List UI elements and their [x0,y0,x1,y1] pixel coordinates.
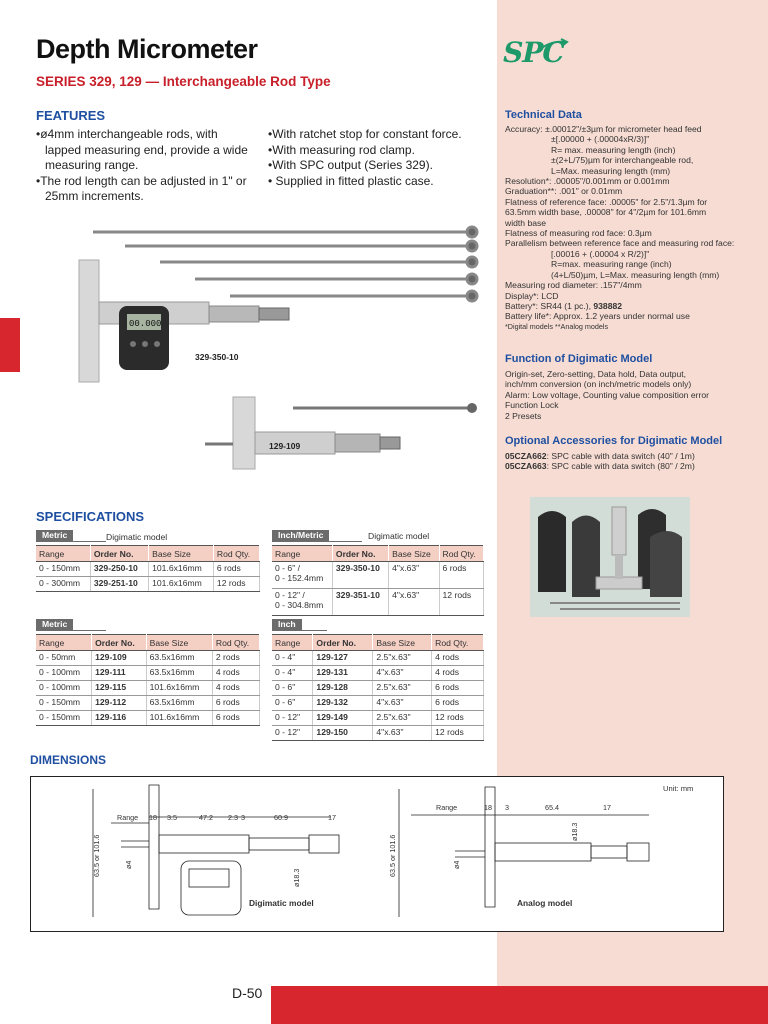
cell-base-size: 101.6x16mm [146,711,212,726]
cell-range: 0 - 6" [272,681,313,696]
cell-order-no: 129-132 [313,696,373,711]
tech-line: [.00016 + (.00004 x R/2)]" [551,248,650,259]
cell-rod-qty: 4 rods [432,666,484,681]
cell-range: 0 - 4" [272,651,313,666]
page-title: Depth Micrometer [36,34,258,64]
dim-value: 60.9 [274,813,288,822]
table-row [272,696,484,711]
cell-rod-qty: 12 rods [432,711,484,726]
col-range: Range [272,546,332,562]
dim-rod-dia: ø4 [452,860,461,869]
cell-base-size: 101.6x16mm [149,577,214,592]
dim-value: 17 [328,813,336,822]
cell-base-size: 4"x.63" [373,696,432,711]
cell-order-no: 129-150 [313,726,373,741]
cell-range: 0 - 12" [272,726,313,741]
col-range: Range [272,635,313,651]
cell-rod-qty: 6 rods [212,711,259,726]
accessories-heading: Optional Accessories for Digimatic Model [505,435,723,447]
table-row [36,681,260,696]
tech-line: Parallelism between reference face and measuring rod face: [505,238,735,249]
tech-line: R= max. measuring length (inch) [551,144,676,155]
battery-label: Battery*: SR44 (1 pc.), [505,300,594,311]
technical-data-block [505,124,761,332]
dim-value: 3 [505,803,509,812]
col-range: Range [36,635,92,651]
dimension-drawings [31,777,721,929]
cell-order-no: 129-115 [92,681,147,696]
table-row [36,696,260,711]
dim-rod-dia: ø4 [124,860,133,869]
tech-battery-life: Battery life*: Approx. 1.2 years under normal use [505,311,690,322]
table-row [272,562,484,589]
table-header-row [272,546,484,562]
table-row [272,666,484,681]
cell-rod-qty: 12 rods [213,577,259,592]
cell-order-no: 129-127 [313,651,373,666]
cell-rod-qty: 6 rods [213,562,259,577]
accessory-code: 05CZA662 [505,451,547,461]
table-note: Digimatic model [106,532,168,542]
digimatic-photo-label: 329-350-10 [195,352,239,362]
col-base-size: Base Size [146,635,212,651]
tech-line: Flatness of reference face: .00005" for 2.5"/1.3µm for [505,196,708,207]
col-order-no: Order No. [332,546,388,562]
col-rod-qty: Rod Qty. [439,546,483,562]
feature-item: •ø4mm interchangeable rods, with lapped measuring end, provide a wide measuring range. [36,127,248,172]
dim-value: 2.3 [228,813,238,822]
cell-range: 0 - 6" / 0 - 152.4mm [272,562,332,589]
table-note: Digimatic model [368,531,430,541]
cell-range: 0 - 12" / 0 - 304.8mm [272,589,332,616]
analog-drawing-label: Analog model [517,898,573,908]
cell-base-size: 2.5"x.63" [373,681,432,696]
lcd-reading: 00.000 [129,319,162,329]
analog-photo-label: 129-109 [269,441,301,451]
cell-base-size: 4"x.63" [373,726,432,741]
tech-line: Flatness of measuring rod face: 0.3µm [505,228,652,239]
tag-underline [36,541,106,542]
tech-line: Display*: LCD [505,290,559,301]
cell-range: 0 - 150mm [36,562,90,577]
col-order-no: Order No. [90,546,148,562]
cell-rod-qty: 12 rods [432,726,484,741]
spc-arrow-icon [536,38,570,54]
fitted-case-photo [530,497,690,617]
interchangeable-rods [93,227,477,301]
page-number: D-50 [232,985,263,1001]
features-heading: FEATURES [36,108,106,123]
cell-base-size: 4"x.63" [373,666,432,681]
function-line: Function Lock [505,400,559,411]
cell-order-no: 329-251-10 [90,577,148,592]
tag-underline [272,630,327,631]
tech-line: L=Max. measuring length (mm) [551,165,671,176]
cell-rod-qty: 4 rods [212,681,259,696]
dim-range-label: Range [436,803,458,812]
dim-height: 63.5 or 101.6 [92,834,101,877]
cell-base-size: 101.6x16mm [149,562,214,577]
tech-footnote: *Digital models **Analog models [505,321,609,331]
cell-range: 0 - 100mm [36,681,92,696]
cell-rod-qty: 4 rods [212,666,259,681]
tech-line: ±(2+L/75)µm for interchangeable rod, [551,155,694,166]
features-col1 [36,127,256,205]
spec-table-inch-metric-digimatic [272,545,484,616]
tag-underline [272,541,362,542]
tech-line: ±[.00000 + (.00004xR/3)]" [551,134,650,145]
spc-logo: SPC [499,36,568,69]
accessory-item [505,461,761,471]
cell-range: 0 - 6" [272,696,313,711]
cell-base-size: 2.5"x.63" [373,651,432,666]
table-tag-metric: Metric [36,530,73,541]
cell-rod-qty: 6 rods [432,696,484,711]
table-header-row [272,635,484,651]
dim-value: 47.2 [199,813,213,822]
product-photo-illustration [75,222,495,470]
tech-line: R=max. measuring range (inch) [551,259,672,270]
function-line: 2 Presets [505,410,542,421]
table-tag-inch: Inch [272,619,302,630]
cell-order-no: 129-109 [92,651,147,666]
digimatic-drawing-label: Digimatic model [249,898,314,908]
dim-value: 17 [603,803,611,812]
specifications-heading: SPECIFICATIONS [36,509,145,524]
table-row [272,711,484,726]
technical-data-heading: Technical Data [505,109,582,121]
tech-line: Resolution*: .00005"/0.001mm or 0.001mm [505,176,670,187]
cell-rod-qty: 2 rods [212,651,259,666]
table-row [272,651,484,666]
dim-height: 63.5 or 101.6 [388,834,397,877]
col-order-no: Order No. [313,635,373,651]
accessory-code: 05CZA663 [505,461,547,472]
cell-order-no: 129-131 [313,666,373,681]
spec-table-metric-analog [36,634,260,726]
function-heading: Function of Digimatic Model [505,353,653,365]
feature-item: •The rod length can be adjusted in 1" or 25mm increments. [36,173,247,203]
tech-line: Measuring rod diameter: .157"/4mm [505,280,642,291]
col-rod-qty: Rod Qty. [213,546,259,562]
analog-micrometer [205,397,477,469]
col-base-size: Base Size [373,635,432,651]
tech-line: Graduation**: .001" or 0.01mm [505,186,623,197]
cell-base-size: 4"x.63" [389,562,439,589]
cell-range: 0 - 300mm [36,577,90,592]
dim-spindle-dia: ø18.3 [570,822,579,841]
dimensions-heading: DIMENSIONS [30,753,107,767]
cell-order-no: 129-111 [92,666,147,681]
cell-order-no: 129-149 [313,711,373,726]
footer-bar [271,986,768,1024]
feature-item: • Supplied in fitted plastic case. [268,173,434,188]
table-tag-metric: Metric [36,619,73,630]
cell-base-size: 101.6x16mm [146,681,212,696]
spec-table-inch-analog [272,634,484,741]
cell-range: 0 - 150mm [36,711,92,726]
feature-item: •With SPC output (Series 329). [268,158,433,172]
accessory-desc: : SPC cable with data switch (40" / 1m) [546,451,695,461]
table-row [272,726,484,741]
table-row [36,651,260,666]
col-rod-qty: Rod Qty. [432,635,484,651]
table-header-row [36,546,260,562]
col-rod-qty: Rod Qty. [212,635,259,651]
cell-order-no: 329-351-10 [332,589,388,616]
cell-base-size: 4"x.63" [389,589,439,616]
cell-base-size: 63.5x16mm [146,651,212,666]
cell-range: 0 - 100mm [36,666,92,681]
feature-item: •With measuring rod clamp. [268,142,415,157]
section-tab-marker [0,318,20,372]
dim-value: 3 [241,813,245,822]
cell-rod-qty: 6 rods [439,562,483,589]
cell-rod-qty: 6 rods [212,696,259,711]
dim-value: 18 [149,813,157,822]
cell-range: 0 - 50mm [36,651,92,666]
table-tag-inch-metric: Inch/Metric [272,530,329,541]
cell-rod-qty: 4 rods [432,651,484,666]
dim-spindle-dia: ø18.3 [292,868,301,887]
table-header-row [36,635,260,651]
cell-order-no: 129-128 [313,681,373,696]
col-base-size: Base Size [149,546,214,562]
tech-line: 63.5mm width base, .00008" for 4"/2µm for 101.6mm [505,207,707,218]
dim-range-label: Range [117,813,139,822]
cell-range: 0 - 4" [272,666,313,681]
cell-base-size: 2.5"x.63" [373,711,432,726]
tag-underline [36,630,106,631]
cell-order-no: 329-350-10 [332,562,388,589]
feature-item: •With ratchet stop for constant force. [268,127,462,141]
tech-battery-line [505,301,761,311]
function-line: inch/mm conversion (on inch/metric models only) [505,379,692,390]
cell-order-no: 129-112 [92,696,147,711]
cell-order-no: 329-250-10 [90,562,148,577]
table-row [272,589,484,616]
cell-range: 0 - 12" [272,711,313,726]
dim-value: 3.5 [167,813,177,822]
table-row [36,666,260,681]
cell-base-size: 63.5x16mm [146,666,212,681]
dim-value: 18 [484,803,492,812]
cell-rod-qty: 12 rods [439,589,483,616]
function-block [505,369,761,421]
table-row [36,711,260,726]
dimensions-unit: Unit: mm [663,784,694,793]
tech-line: width base [505,217,547,228]
features-col2 [268,127,493,189]
col-order-no: Order No. [92,635,147,651]
table-row [272,681,484,696]
cell-order-no: 129-116 [92,711,147,726]
col-base-size: Base Size [389,546,439,562]
spec-table-metric-digimatic [36,545,260,592]
col-range: Range [36,546,90,562]
page-subtitle: SERIES 329, 129 — Interchangeable Rod Type [36,74,331,89]
cell-range: 0 - 150mm [36,696,92,711]
accessory-item [505,451,761,461]
table-row [36,577,260,592]
battery-code: 938882 [593,300,623,311]
cell-rod-qty: 6 rods [432,681,484,696]
table-row [36,562,260,577]
accessories-block [505,451,761,472]
function-line: Alarm: Low voltage, Counting value composition error [505,389,709,400]
function-line: Origin-set, Zero-setting, Data hold, Data output, [505,369,687,379]
tech-line: (4+L/50)µm, L=Max. measuring length (mm) [551,269,720,280]
accessory-desc: : SPC cable with data switch (80" / 2m) [546,461,695,472]
dim-value: 65.4 [545,803,559,812]
cell-base-size: 63.5x16mm [146,696,212,711]
tech-line: Accuracy: ±.00012"/±3µm for micrometer head feed [505,124,702,134]
